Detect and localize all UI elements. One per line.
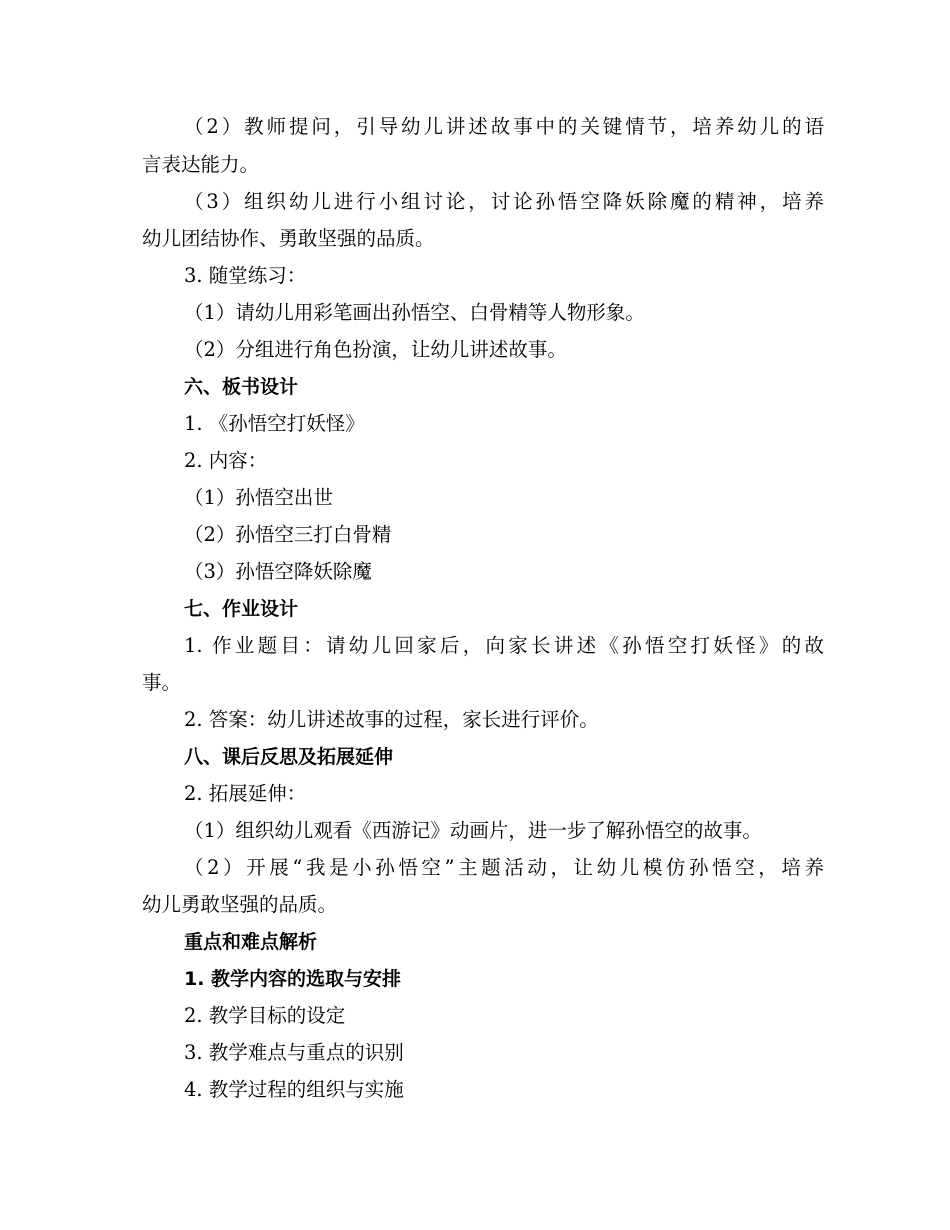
paragraph-line: 言表达能力。 (142, 153, 260, 176)
paragraph-line: （2）开展“我是小孙悟空”主题活动，让幼儿模仿孙悟空，培养 (184, 856, 824, 879)
paragraph-line: 事。 (142, 671, 182, 694)
section-heading: 六、板书设计 (184, 376, 299, 398)
paragraph-line: 幼儿团结协作、勇敢坚强的品质。 (142, 227, 435, 250)
section-heading: 七、作业设计 (184, 598, 299, 620)
list-item: （2）孙悟空三打白骨精 (184, 523, 392, 546)
list-item: 2. 拓展延伸： (184, 782, 307, 805)
section-heading: 重点和难点解析 (184, 931, 318, 953)
list-item: （1）请幼儿用彩笔画出孙悟空、白骨精等人物形象。 (184, 301, 645, 324)
list-item: （3）孙悟空降妖除魔 (184, 560, 372, 583)
list-item: 4. 教学过程的组织与实施 (184, 1078, 404, 1101)
section-heading: 八、课后反思及拓展延伸 (184, 746, 394, 768)
paragraph-line: （2）教师提问，引导幼儿讲述故事中的关键情节，培养幼儿的语 (184, 115, 824, 138)
list-item: 2. 内容： (184, 449, 268, 472)
list-item: 2. 教学目标的设定 (184, 1004, 346, 1027)
list-item: （1）组织幼儿观看《西游记》动画片，进一步了解孙悟空的故事。 (184, 819, 762, 842)
paragraph-line: （3）组织幼儿进行小组讨论，讨论孙悟空降妖除魔的精神，培养 (184, 190, 824, 213)
list-item: 3. 教学难点与重点的识别 (184, 1041, 404, 1064)
paragraph-line: 1. 作业题目：请幼儿回家后，向家长讲述《孙悟空打妖怪》的故 (184, 634, 824, 657)
list-item: 1. 《孙悟空打妖怪》 (184, 412, 365, 435)
list-item: （2）分组进行角色扮演，让幼儿讲述故事。 (184, 338, 567, 361)
list-item: 3. 随堂练习： (184, 264, 307, 287)
list-item-bold: 1. 教学内容的选取与安排 (184, 968, 402, 990)
paragraph-line: 幼儿勇敢坚强的品质。 (142, 893, 338, 916)
list-item: （1）孙悟空出世 (184, 486, 333, 509)
list-item: 2. 答案：幼儿讲述故事的过程，家长进行评价。 (184, 708, 599, 731)
